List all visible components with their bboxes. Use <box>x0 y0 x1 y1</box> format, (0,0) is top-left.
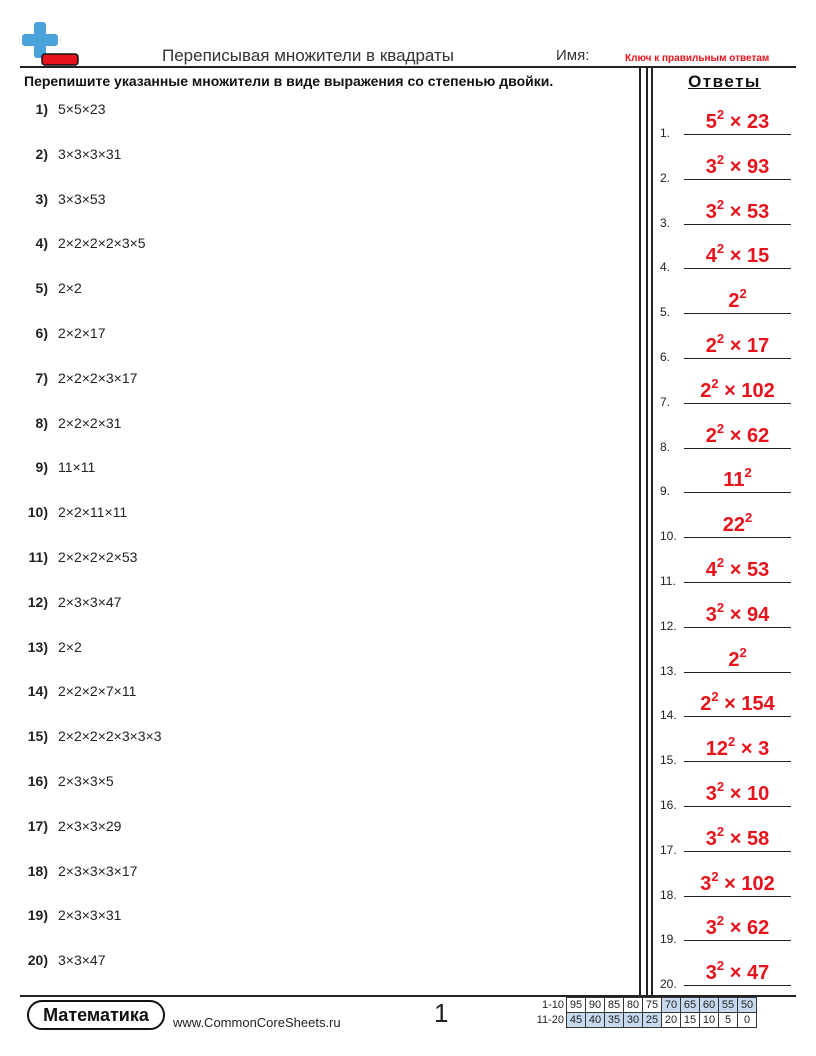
problem-expression: 2×2×2×2×53 <box>58 549 138 565</box>
answer-rest: × 102 <box>718 872 775 895</box>
answer-item <box>660 555 795 589</box>
score-range-label: 1-10 <box>541 999 564 1011</box>
answer-value <box>684 555 791 582</box>
problem-number: 1) <box>35 101 48 117</box>
answer-item <box>660 644 795 679</box>
problem-number: 20) <box>27 952 48 969</box>
answer-rest: × 10 <box>724 783 770 805</box>
problem-number: 12) <box>27 593 48 610</box>
answer-item <box>660 420 795 455</box>
score-cell: 50 <box>738 998 757 1013</box>
problem-expression: 2×2 <box>58 638 82 655</box>
name-label: Имя: <box>556 47 590 64</box>
problem-item <box>20 728 162 748</box>
answer-base: 3 <box>700 872 712 895</box>
answer-rest: × 3 <box>735 738 770 761</box>
score-cell: 25 <box>643 1013 662 1028</box>
answer-base: 3 <box>705 917 717 940</box>
answer-line <box>684 134 791 135</box>
problem-expression: 3×3×47 <box>58 952 106 969</box>
score-cell: 45 <box>567 1013 586 1028</box>
answer-rest: × 58 <box>724 827 770 850</box>
answer-exponent: 2 <box>745 510 753 526</box>
answer-line <box>684 940 791 941</box>
answer-base: 2 <box>728 290 740 313</box>
answer-line <box>684 358 791 359</box>
problem-number: 16) <box>27 773 48 789</box>
header-divider <box>20 66 796 68</box>
answer-item <box>660 913 795 947</box>
answer-item <box>660 823 795 858</box>
answer-line <box>684 627 791 628</box>
answer-value <box>684 420 791 448</box>
score-cell: 80 <box>624 998 643 1013</box>
answer-line <box>684 492 791 493</box>
problem-expression: 2×2×2×7×11 <box>58 683 137 700</box>
answer-number: 20. <box>660 977 677 992</box>
answer-base: 2 <box>705 335 717 357</box>
answer-value <box>684 734 791 761</box>
answer-value <box>684 913 791 940</box>
score-cell: 10 <box>700 1013 719 1028</box>
answer-number: 11. <box>660 574 676 588</box>
answer-item <box>660 510 795 544</box>
problem-item <box>20 549 137 569</box>
problem-item <box>20 370 137 390</box>
score-table <box>528 997 757 1028</box>
answer-number: 19. <box>660 932 677 947</box>
answer-base: 3 <box>705 962 717 985</box>
answer-value <box>684 958 791 985</box>
answer-number: 12. <box>660 618 677 633</box>
answer-item <box>660 958 795 992</box>
problem-item <box>20 818 121 838</box>
answer-item <box>660 465 795 499</box>
answer-value <box>684 196 791 224</box>
answer-rest: × 94 <box>724 603 770 626</box>
answer-line <box>684 851 791 852</box>
answer-exponent: 2 <box>716 599 725 615</box>
answer-item <box>660 107 795 141</box>
problem-item <box>20 639 82 659</box>
answer-exponent: 2 <box>716 958 725 974</box>
brand-badge: Математика <box>27 1000 165 1030</box>
problem-expression: 2×2×11×11 <box>58 504 128 521</box>
answer-item <box>660 779 795 813</box>
answer-base: 2 <box>700 379 712 402</box>
problem-number: 5) <box>35 280 48 297</box>
answer-base: 22 <box>722 514 745 537</box>
problem-item <box>20 101 106 121</box>
answer-exponent: 2 <box>716 331 725 346</box>
answer-value <box>684 107 791 134</box>
answer-base: 3 <box>705 827 717 850</box>
problem-number: 6) <box>35 325 48 341</box>
score-cell: 20 <box>662 1013 681 1028</box>
answer-value <box>684 286 791 313</box>
answer-exponent: 2 <box>716 555 725 570</box>
answer-exponent: 2 <box>716 779 725 794</box>
answer-base: 3 <box>705 603 717 626</box>
answers-title: Ответы <box>688 72 761 91</box>
answer-value <box>684 510 791 537</box>
problem-expression: 2×3×3×29 <box>58 817 122 834</box>
answer-number: 9. <box>660 484 671 499</box>
answer-exponent: 2 <box>716 151 725 167</box>
problem-expression: 2×2×2×31 <box>58 414 122 431</box>
answer-exponent: 2 <box>716 913 725 929</box>
problem-expression: 2×3×3×5 <box>58 773 114 789</box>
answer-value <box>684 375 791 403</box>
answer-rest: × 17 <box>724 335 770 357</box>
score-cell: 85 <box>605 998 624 1013</box>
answer-rest: × 47 <box>724 962 770 985</box>
answer-number: 10. <box>660 529 677 544</box>
answer-rest: × 62 <box>724 424 770 447</box>
answer-rest: × 154 <box>718 693 775 716</box>
answer-rest: × 23 <box>724 111 770 133</box>
answer-rest: × 102 <box>718 379 775 402</box>
answer-number: 1. <box>660 126 671 140</box>
answer-rest: × 93 <box>724 155 770 178</box>
answer-item <box>660 375 795 410</box>
worksheet-title: Переписывая множители в квадраты <box>162 46 455 65</box>
answer-exponent: 2 <box>716 196 725 212</box>
answer-base: 2 <box>728 648 740 671</box>
problem-item <box>20 191 106 211</box>
answer-number: 15. <box>660 753 677 768</box>
problem-item <box>20 504 127 524</box>
answer-value <box>684 779 791 806</box>
answer-base: 4 <box>705 245 717 268</box>
answer-value <box>684 689 791 716</box>
answer-number: 2. <box>660 170 671 185</box>
score-cell: 65 <box>681 998 700 1013</box>
answer-line <box>684 313 791 314</box>
answer-number: 4. <box>660 260 671 275</box>
answer-value <box>684 331 791 358</box>
answer-rest: × 15 <box>724 245 770 268</box>
score-cell: 15 <box>681 1013 700 1028</box>
problem-expression: 2×3×3×3×17 <box>58 862 138 879</box>
score-cell: 40 <box>586 1013 605 1028</box>
answer-base: 2 <box>700 693 712 716</box>
problem-number: 11) <box>28 549 48 565</box>
problem-number: 9) <box>35 459 48 476</box>
answer-exponent: 2 <box>711 689 719 705</box>
problem-item <box>20 952 106 972</box>
answer-item <box>660 331 795 365</box>
score-cell: 95 <box>567 998 586 1013</box>
answer-number: 3. <box>660 215 671 230</box>
answer-exponent: 2 <box>716 420 725 436</box>
answer-line <box>684 268 791 269</box>
problem-item <box>20 773 114 793</box>
answer-value <box>684 465 791 492</box>
answer-exponent: 2 <box>716 823 725 839</box>
answer-line <box>684 537 791 538</box>
column-divider <box>646 68 648 995</box>
problem-number: 4) <box>35 235 48 252</box>
score-row <box>528 1013 757 1028</box>
answer-number: 17. <box>660 842 677 857</box>
column-divider <box>651 68 653 995</box>
problem-item <box>20 146 121 166</box>
answer-exponent: 2 <box>739 644 747 660</box>
problem-number: 8) <box>35 414 48 431</box>
website-url: www.CommonCoreSheets.ru <box>173 1015 341 1030</box>
answer-base: 4 <box>705 559 717 581</box>
problem-item <box>20 594 121 614</box>
problem-number: 18) <box>27 862 48 879</box>
problem-number: 15) <box>27 728 48 745</box>
instructions: Перепишите указанные множители в виде выражения со степенью двойки. <box>24 73 554 89</box>
logo-icon <box>20 22 80 68</box>
problem-expression: 11×11 <box>58 459 96 476</box>
answer-number: 5. <box>660 305 671 320</box>
answer-line <box>684 985 791 986</box>
answer-value <box>684 644 791 672</box>
answer-line <box>684 761 791 762</box>
score-cell: 75 <box>643 998 662 1013</box>
answer-number: 7. <box>660 394 671 409</box>
answer-exponent: 2 <box>716 107 725 122</box>
answer-exponent: 2 <box>711 868 719 884</box>
problem-item <box>20 325 106 345</box>
answer-exponent: 2 <box>716 241 725 257</box>
answer-line <box>684 224 791 225</box>
score-cell: 30 <box>624 1013 643 1028</box>
answer-number: 13. <box>660 663 677 678</box>
answer-number: 14. <box>660 708 677 723</box>
answer-item <box>660 868 795 903</box>
problem-number: 17) <box>27 817 48 834</box>
answer-line <box>684 896 791 897</box>
answer-line <box>684 403 791 404</box>
problem-expression: 3×3×53 <box>58 190 106 207</box>
score-range-label: 11-20 <box>536 1014 564 1026</box>
problem-expression: 3×3×3×31 <box>58 145 122 162</box>
answer-number: 8. <box>660 439 671 454</box>
score-cell: 35 <box>605 1013 624 1028</box>
answer-item <box>660 241 795 275</box>
answer-base: 11 <box>723 469 745 492</box>
score-cell: 55 <box>719 998 738 1013</box>
answer-rest: × 62 <box>724 917 770 940</box>
score-cell: 60 <box>700 998 719 1013</box>
answer-key-label: Ключ к правильным ответам <box>625 53 770 64</box>
answer-exponent: 2 <box>711 375 719 391</box>
answer-line <box>684 582 791 583</box>
answer-base: 2 <box>705 424 717 447</box>
answer-line <box>684 806 791 807</box>
answer-base: 3 <box>705 200 717 223</box>
answer-item <box>660 286 795 320</box>
answer-base: 3 <box>705 155 717 178</box>
answer-number: 16. <box>660 798 677 812</box>
answer-item <box>660 599 795 634</box>
answer-base: 3 <box>705 783 717 805</box>
score-cell: 70 <box>662 998 681 1013</box>
problem-expression: 5×5×23 <box>58 101 106 117</box>
problem-number: 13) <box>27 638 48 655</box>
problem-expression: 2×3×3×31 <box>58 907 122 924</box>
problem-item <box>20 235 146 255</box>
score-cell: 5 <box>719 1013 738 1028</box>
problem-number: 3) <box>35 190 48 207</box>
problem-item <box>20 415 121 435</box>
answer-line <box>684 448 791 449</box>
answer-line <box>684 672 791 673</box>
column-divider <box>639 68 641 995</box>
problem-item <box>20 863 137 883</box>
answer-value <box>684 241 791 268</box>
answer-number: 18. <box>660 887 677 902</box>
answer-rest: × 53 <box>724 559 770 581</box>
problem-item <box>20 280 82 300</box>
problem-expression: 2×2 <box>58 280 82 297</box>
answer-exponent: 2 <box>739 286 747 302</box>
problem-item <box>20 459 95 479</box>
answer-value <box>684 151 791 179</box>
answer-item <box>660 196 795 231</box>
answer-value <box>684 599 791 627</box>
answer-item <box>660 151 795 186</box>
score-cell: 0 <box>738 1013 757 1028</box>
answer-exponent: 2 <box>744 465 752 481</box>
answer-line <box>684 179 791 180</box>
problem-number: 2) <box>35 145 48 162</box>
answer-value <box>684 868 791 896</box>
answer-base: 5 <box>705 111 717 133</box>
answer-base: 12 <box>705 738 729 761</box>
problem-number: 7) <box>35 369 48 386</box>
problem-item <box>20 907 121 927</box>
answer-item <box>660 734 795 768</box>
answer-value <box>684 823 791 851</box>
answer-line <box>684 716 791 717</box>
problem-item <box>20 683 136 703</box>
answer-number: 6. <box>660 350 671 364</box>
problem-number: 10) <box>27 504 48 521</box>
problem-expression: 2×2×2×3×17 <box>58 369 138 386</box>
problem-number: 14) <box>27 683 48 700</box>
problem-expression: 2×2×2×2×3×5 <box>58 235 146 252</box>
answer-rest: × 53 <box>724 200 770 223</box>
problem-number: 19) <box>27 907 48 924</box>
page-number: 1 <box>434 998 449 1028</box>
score-cell: 90 <box>586 998 605 1013</box>
problem-expression: 2×3×3×47 <box>58 593 122 610</box>
answer-exponent: 2 <box>728 734 736 750</box>
problem-expression: 2×2×17 <box>58 325 106 341</box>
problem-expression: 2×2×2×2×3×3×3 <box>58 728 162 745</box>
answer-item <box>660 689 795 723</box>
score-row <box>528 998 757 1013</box>
